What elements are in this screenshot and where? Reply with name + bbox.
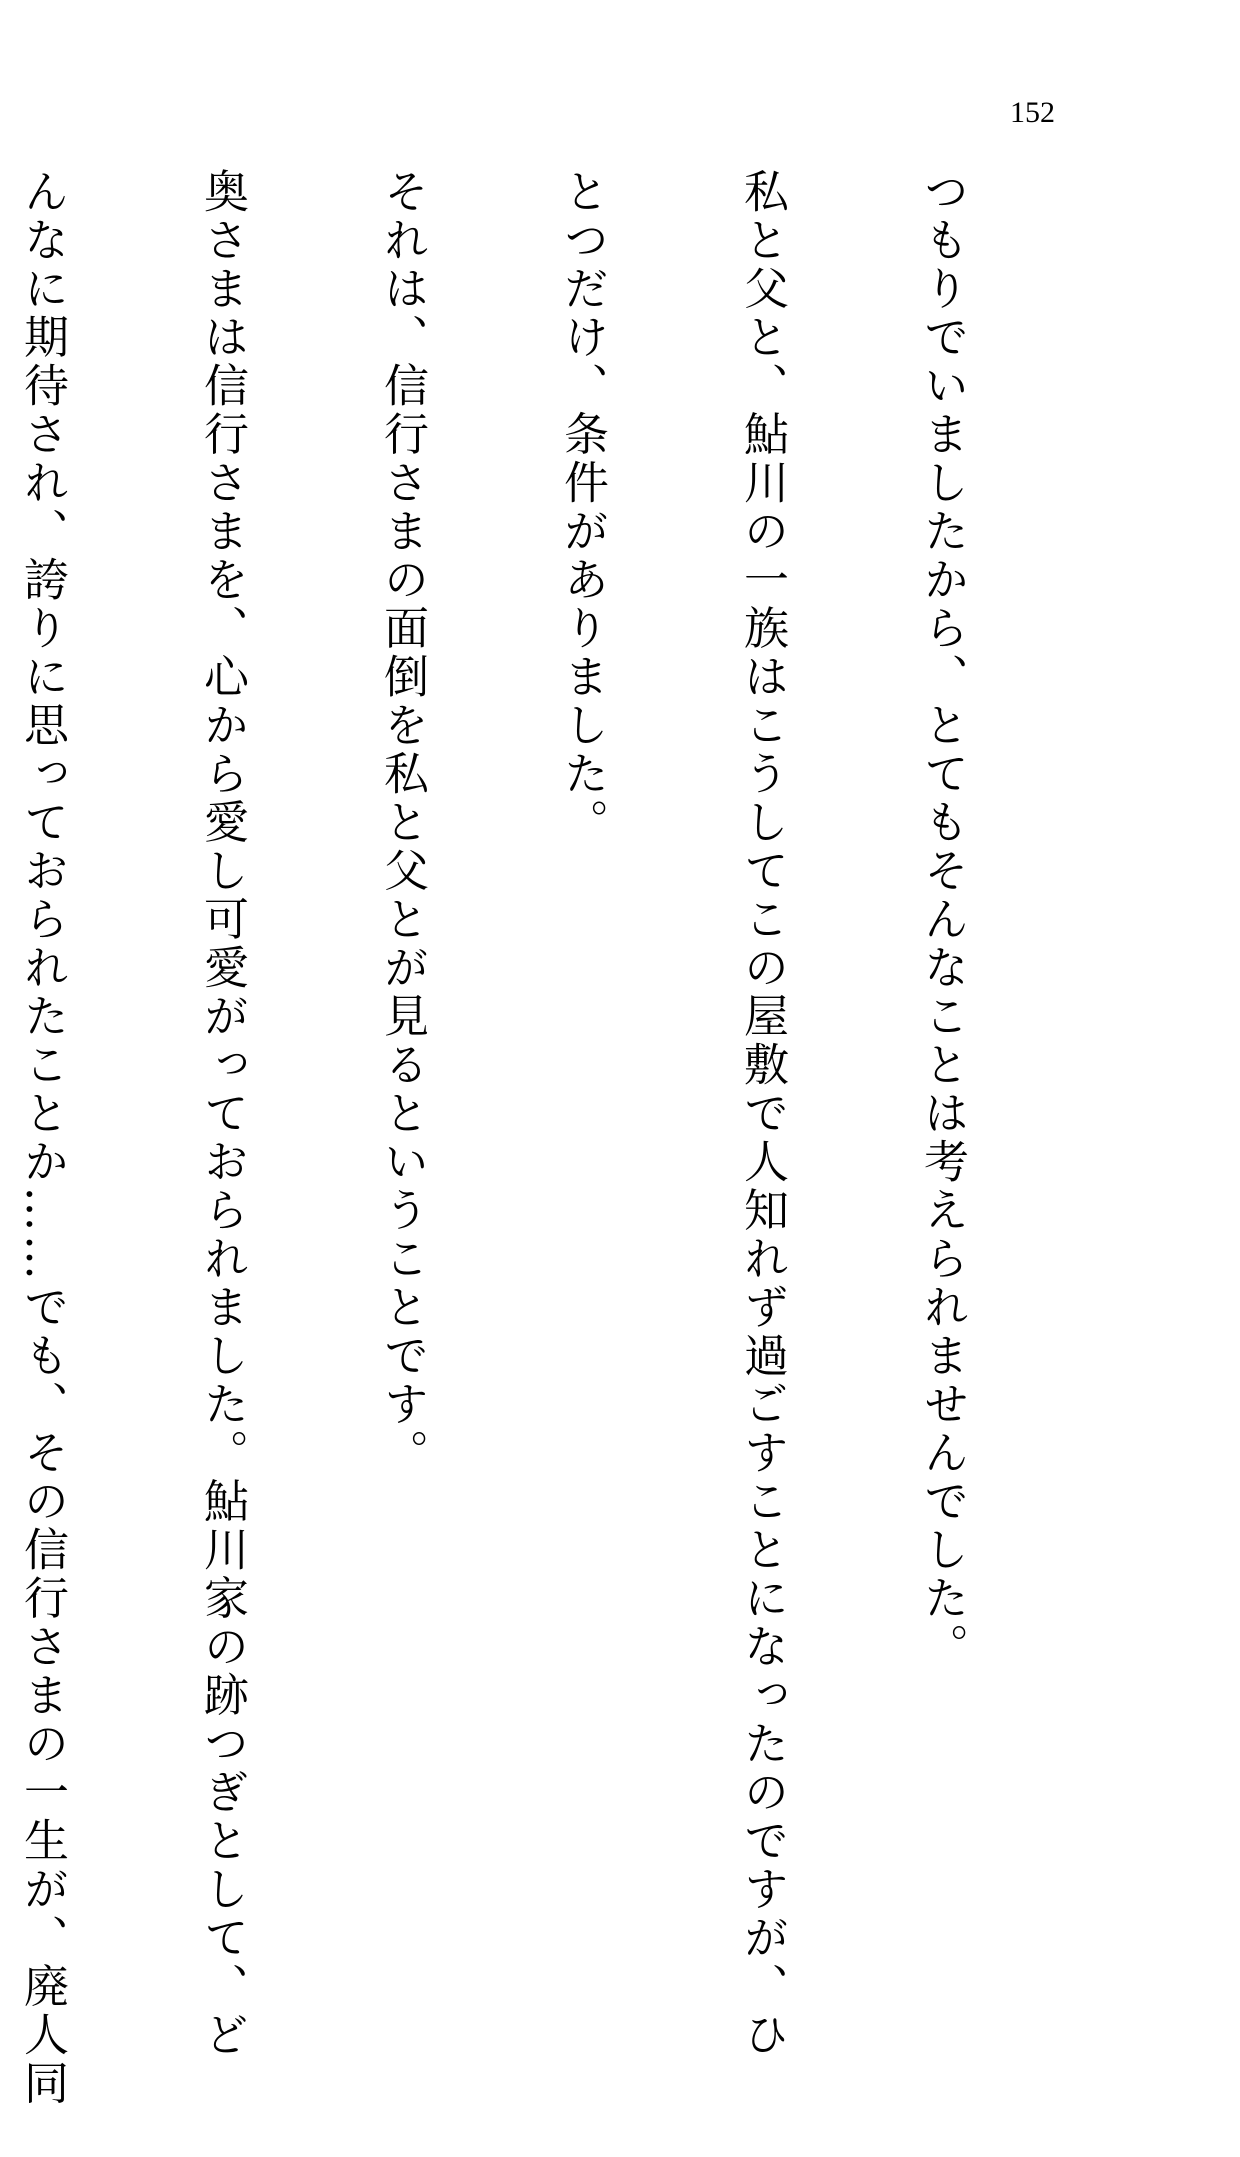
text-line: 奥さまは信行さまを、心から愛し可愛がっておられました。鮎川家の跡つぎとして、ど [196, 168, 249, 2060]
text-line: つもりでいましたから、とてもそんなことは考えられませんでした。 [916, 168, 969, 1672]
vertical-text-body [16, 168, 1092, 2108]
page-number: 152 [1010, 96, 1055, 129]
text-line: 私と父と、鮎川の一族はこうしてこの屋敷で人知れず過ごすことになったのですが、ひ [736, 168, 789, 2060]
text-line: んなに期待され、誇りに思っておられたことか……でも、その信行さまの一生が、廃人同 [16, 168, 69, 2108]
text-line: とつだけ、条件がありました。 [556, 168, 609, 847]
text-line: それは、信行さまの面倒を私と父とが見るということです。 [376, 168, 429, 1478]
